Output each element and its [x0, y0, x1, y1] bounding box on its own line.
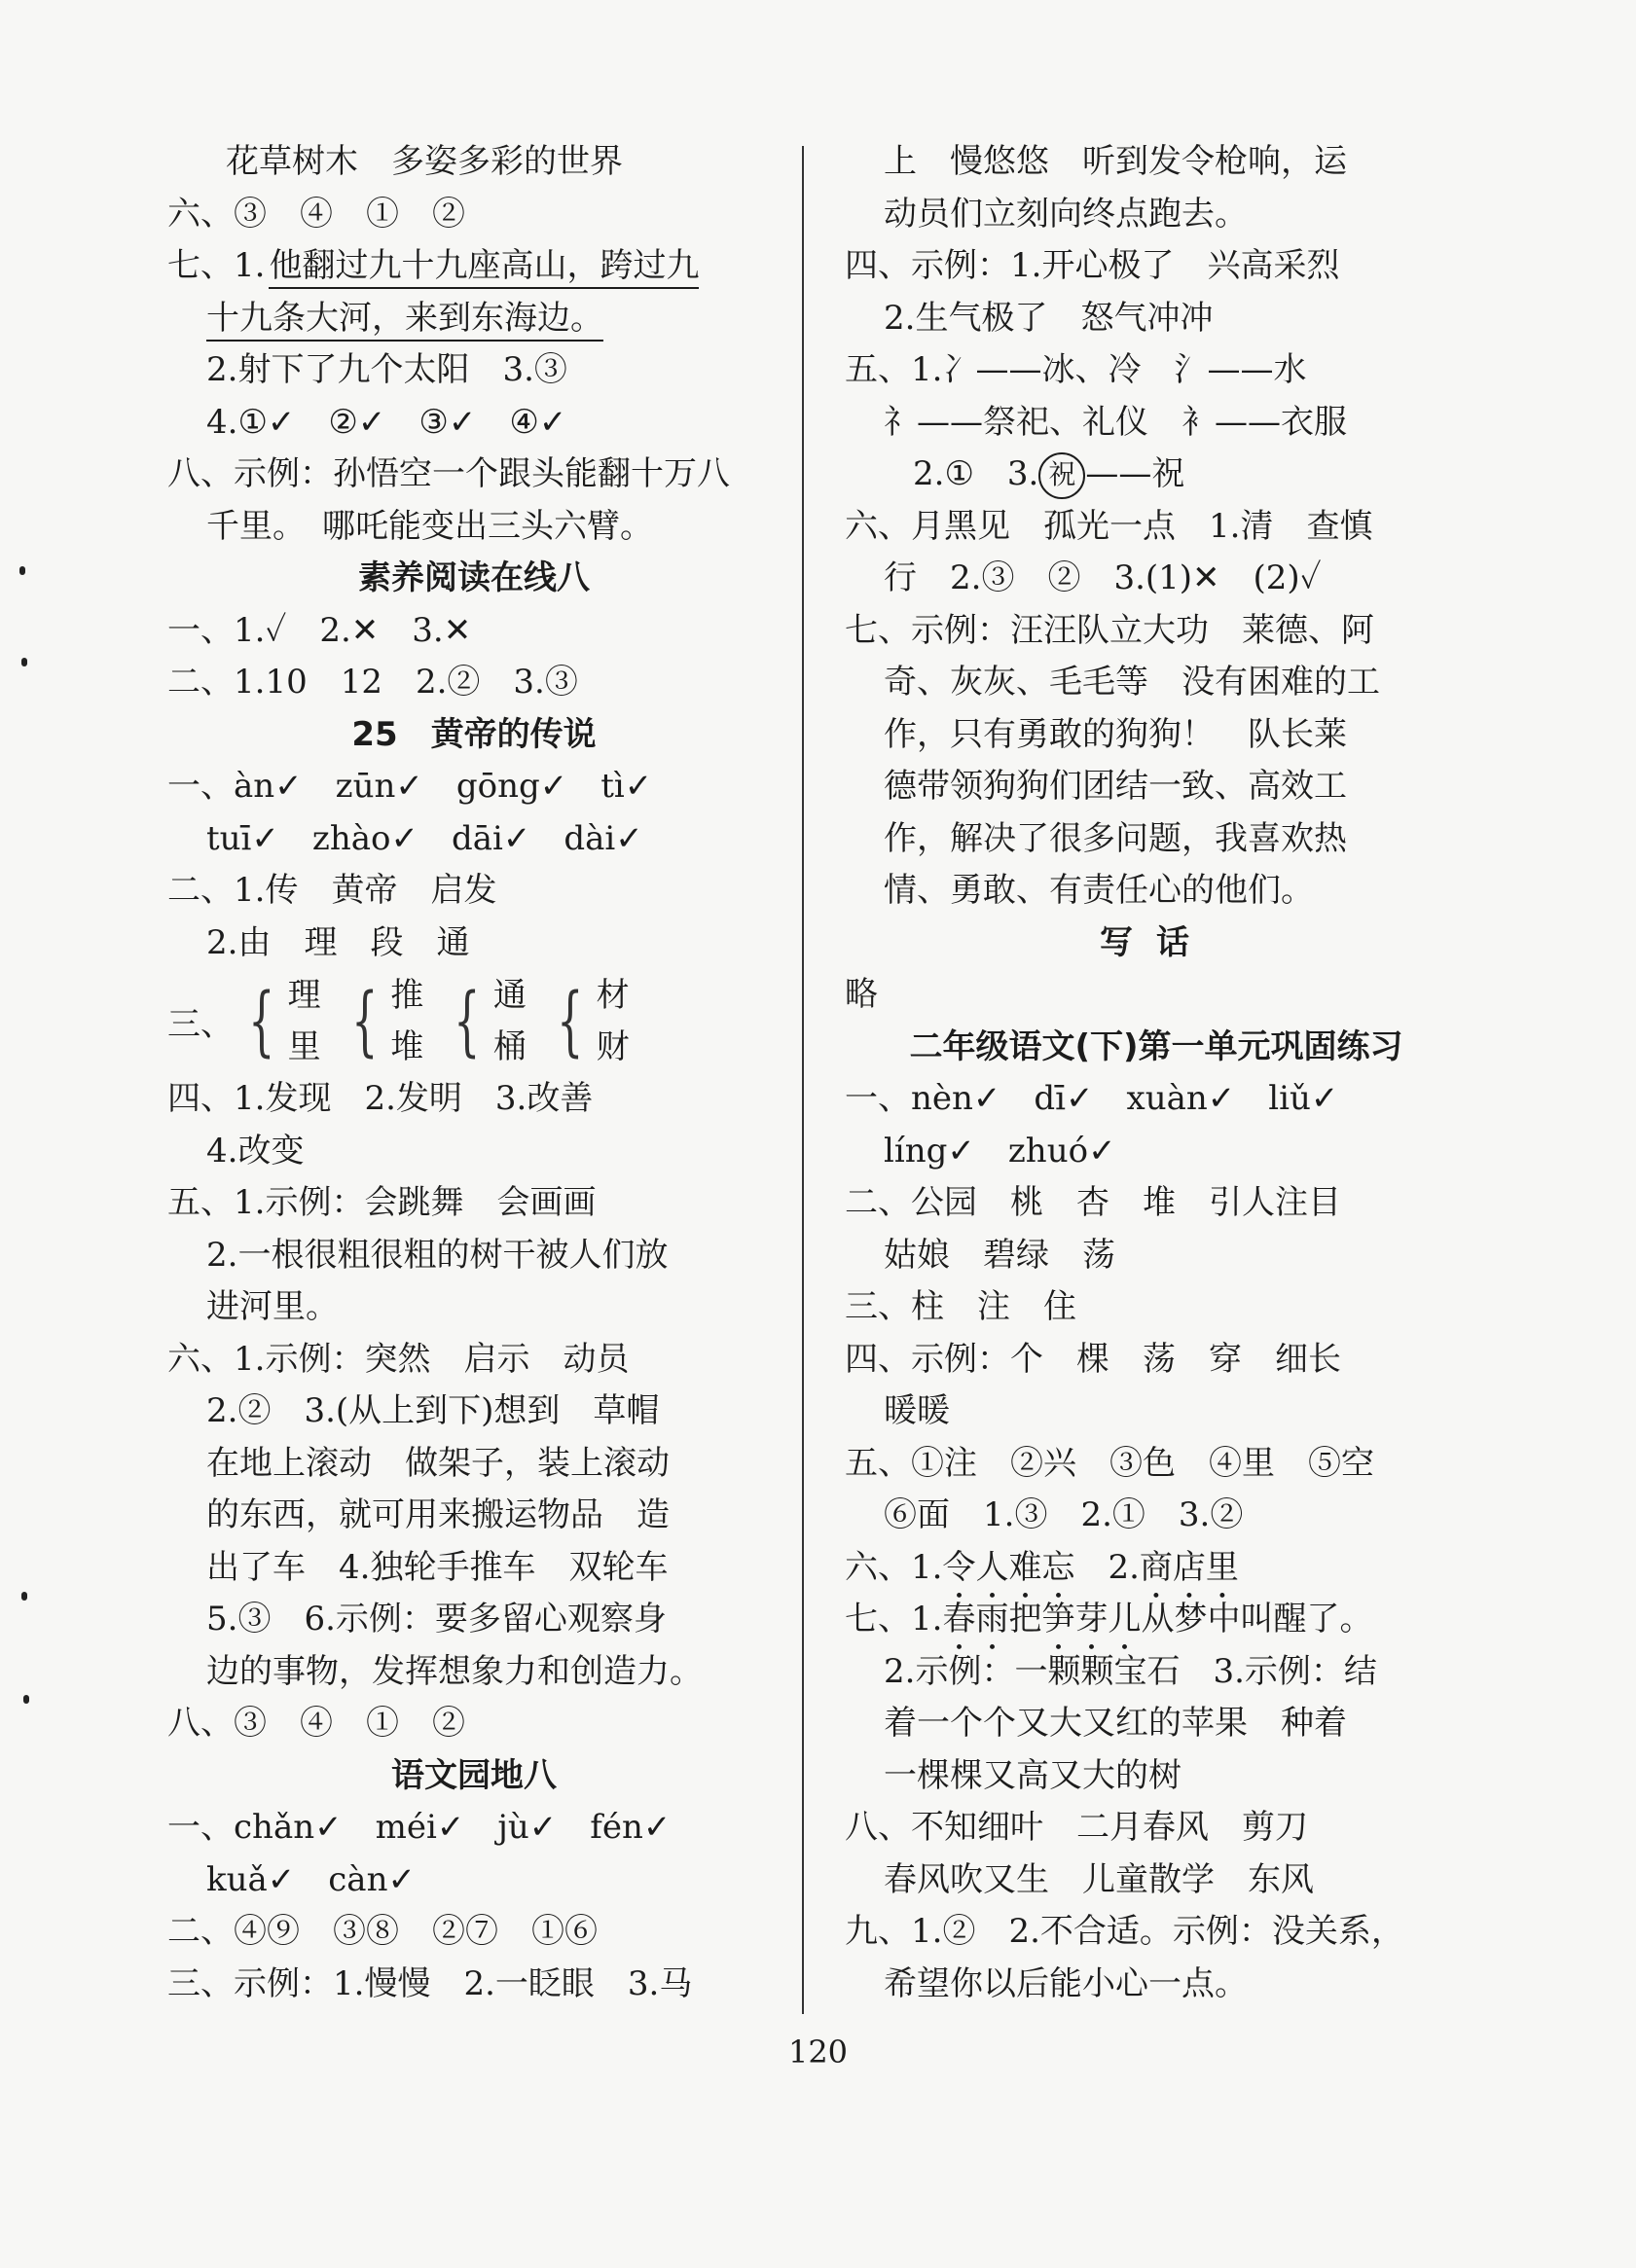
answer-line: 暖暖 — [884, 1391, 950, 1430]
answer-text: 2.① 3. — [913, 454, 1039, 493]
answer-line: 2.射下了九个太阳 3.③ — [206, 350, 567, 389]
margin-speck — [23, 1695, 29, 1704]
answer-text: 2. — [1074, 1547, 1140, 1587]
answer-line: 五、①注 ②兴 ③色 ④里 ⑤空 — [845, 1443, 1374, 1483]
answer-line: 2.示例：一颗颗宝石 3.示例：结 — [884, 1651, 1377, 1691]
answer-line: 一棵棵又高又大的树 — [884, 1755, 1182, 1795]
answer-line: 一、nèn✓ dī✓ xuàn✓ liǔ✓ — [845, 1079, 1339, 1118]
item-number: 三、 — [167, 1005, 234, 1044]
answer-line: 四、示例：个 棵 荡 穿 细长 — [845, 1339, 1341, 1379]
section-heading: 二年级语文(下)第一单元巩固练习 — [909, 1026, 1403, 1066]
answer-line: 2.生气极了 怒气冲冲 — [884, 298, 1214, 338]
answer-line: tuī✓ zhào✓ dāi✓ dài✓ — [206, 818, 643, 858]
answer-line: 二、1.传 黄帝 启发 — [167, 871, 497, 910]
left-column — [167, 136, 781, 2010]
brace-word: 桶 — [492, 1026, 527, 1066]
brace-word: 推 — [390, 975, 424, 1015]
answer-line: 作，只有勇敢的狗狗！ 队长莱 — [884, 714, 1347, 754]
answer-line: 希望你以后能小心一点。 — [884, 1963, 1248, 2003]
answer-line: 九、1.② 2.不合适。示例：没关系， — [845, 1912, 1404, 1951]
answer-line: 情、勇敢、有责任心的他们。 — [884, 871, 1314, 910]
answer-line — [167, 293, 781, 345]
answer-line: ⑥面 1.③ 2.① 3.② — [884, 1495, 1244, 1534]
answer-line: líng✓ zhuó✓ — [884, 1131, 1116, 1170]
answer-line: 花草树木 多姿多彩的世界 — [226, 142, 623, 181]
answer-line — [845, 1594, 1468, 1646]
answer-line: 姑娘 碧绿 荡 — [884, 1235, 1115, 1275]
dotted-phrase: 商店里 — [1139, 1547, 1239, 1587]
answer-line: 德带领狗狗们团结一致、高效工 — [884, 767, 1347, 806]
margin-speck — [21, 1592, 27, 1601]
answer-line: 八、示例：孙悟空一个跟头能翻十万八 — [167, 454, 730, 493]
answer-line: 2.一根很粗很粗的树干被人们放 — [206, 1235, 669, 1275]
page-number: 120 — [787, 2034, 849, 2070]
underlined-sentence: 他翻过九十九座高山，跨过九 — [269, 246, 699, 289]
answer-line: kuǎ✓ càn✓ — [206, 1859, 416, 1899]
answer-line: 八、不知细叶 二月春风 剪刀 — [845, 1808, 1308, 1847]
answer-line: 进河里。 — [206, 1287, 339, 1326]
answer-line: 上 慢悠悠 听到发令枪响，运 — [884, 142, 1347, 181]
answer-line: 动员们立刻向终点跑去。 — [884, 194, 1248, 234]
answer-text: 把 — [1008, 1600, 1042, 1638]
brace-pair: { 材 财 — [546, 970, 630, 1073]
answer-line: 春风吹又生 儿童散学 东风 — [884, 1859, 1314, 1899]
brace-word: 理 — [287, 975, 321, 1015]
answer-text: 从梦中叫醒了。 — [1141, 1600, 1373, 1638]
answer-line: 三、柱 注 住 — [845, 1287, 1076, 1326]
section-heading: 语文园地八 — [391, 1755, 557, 1795]
answer-text: ——祝 — [1085, 454, 1185, 493]
answer-line: 一、1.✓ 2.✕ 3.✕ — [167, 610, 472, 650]
answer-line — [167, 240, 781, 293]
brace-pair: { 理 里 — [237, 970, 321, 1073]
answer-line: 七、示例：汪汪队立大功 莱德、阿 — [845, 610, 1374, 650]
answer-line: 二、公园 桃 杏 堆 引人注目 — [845, 1183, 1341, 1222]
answer-line: 着一个个又大又红的苹果 种着 — [884, 1704, 1347, 1743]
answer-line: 略 — [845, 975, 878, 1014]
brace-word: 里 — [287, 1026, 321, 1066]
answer-line: 作，解决了很多问题，我喜欢热 — [884, 818, 1347, 858]
answer-line: 六、③ ④ ① ② — [167, 194, 465, 234]
brace-group-row — [167, 969, 781, 1073]
answer-line: 边的事物，发挥想象力和创造力。 — [206, 1651, 703, 1691]
answer-line: 4.改变 — [206, 1131, 305, 1170]
circled-character: 祝 — [1038, 452, 1085, 499]
answer-line: 六、月黑见 孤光一点 1.清 查慎 — [845, 506, 1373, 546]
answer-line: 行 2.③ ② 3.(1)✕ (2)✓ — [884, 558, 1322, 597]
brace-word: 通 — [492, 975, 527, 1015]
right-column — [845, 136, 1468, 2010]
section-heading: 25 黄帝的传说 — [351, 714, 597, 754]
answer-line: 在地上滚动 做架子，装上滚动 — [206, 1443, 670, 1483]
item-number: 七、1. — [845, 1600, 943, 1638]
answer-line: 2.由 理 段 通 — [206, 922, 470, 962]
answer-line: 八、③ ④ ① ② — [167, 1704, 465, 1743]
answer-line: 五、1.冫——冰、冷 氵——水 — [845, 350, 1307, 389]
answer-line: 四、示例：1.开心极了 兴高采烈 — [845, 246, 1340, 285]
answer-line: 5.③ 6.示例：要多留心观察身 — [206, 1600, 667, 1638]
margin-speck — [21, 658, 27, 666]
brace-pair: { 推 堆 — [341, 970, 424, 1073]
brace-pair: { 通 桶 — [443, 970, 527, 1073]
section-heading: 写话 — [1100, 922, 1213, 962]
dotted-phrase: 令人难忘 — [942, 1547, 1075, 1587]
answer-line: 千里。 哪吒能变出三头六臂。 — [206, 506, 653, 546]
brace-word: 材 — [596, 975, 630, 1015]
answer-line: 奇、灰灰、毛毛等 没有困难的工 — [884, 663, 1380, 702]
section-heading: 素养阅读在线八 — [358, 558, 590, 597]
dotted-phrase: 笋芽儿 — [1041, 1600, 1142, 1638]
brace-word: 堆 — [390, 1026, 424, 1066]
margin-speck — [19, 566, 25, 575]
dotted-phrase: 春雨 — [942, 1600, 1009, 1638]
brace-word: 财 — [596, 1026, 630, 1066]
answer-line: 六、1.示例：突然 启示 动员 — [167, 1339, 630, 1379]
item-number: 六、1. — [845, 1547, 943, 1587]
answer-line: 礻——祭祀、礼仪 衤——衣服 — [884, 402, 1347, 442]
answer-line: 2.② 3.(从上到下)想到 草帽 — [206, 1391, 660, 1430]
answer-line: 4.①✓ ②✓ ③✓ ④✓ — [206, 402, 567, 442]
item-number: 七、1. — [167, 246, 266, 285]
answer-line — [845, 449, 1468, 501]
answer-line: 出了车 4.独轮手推车 双轮车 — [206, 1547, 669, 1587]
underlined-sentence: 十九条大河，来到东海边。 — [206, 299, 603, 342]
answer-line: 一、àn✓ zūn✓ gōng✓ tì✓ — [167, 767, 653, 806]
answer-line: 二、④⑨ ③⑧ ②⑦ ①⑥ — [167, 1912, 598, 1951]
answer-line: 的东西，就可用来搬运物品 造 — [206, 1495, 670, 1534]
answer-line: 四、1.发现 2.发明 3.改善 — [167, 1079, 594, 1118]
answer-line: 二、1.10 12 2.② 3.③ — [167, 663, 578, 702]
column-divider — [802, 146, 804, 2014]
answer-line: 一、chǎn✓ méi✓ jù✓ fén✓ — [167, 1808, 672, 1847]
answer-line — [845, 1542, 1468, 1595]
answer-line: 三、示例：1.慢慢 2.一眨眼 3.马 — [167, 1963, 693, 2003]
answer-line: 五、1.示例：会跳舞 会画画 — [167, 1183, 597, 1222]
